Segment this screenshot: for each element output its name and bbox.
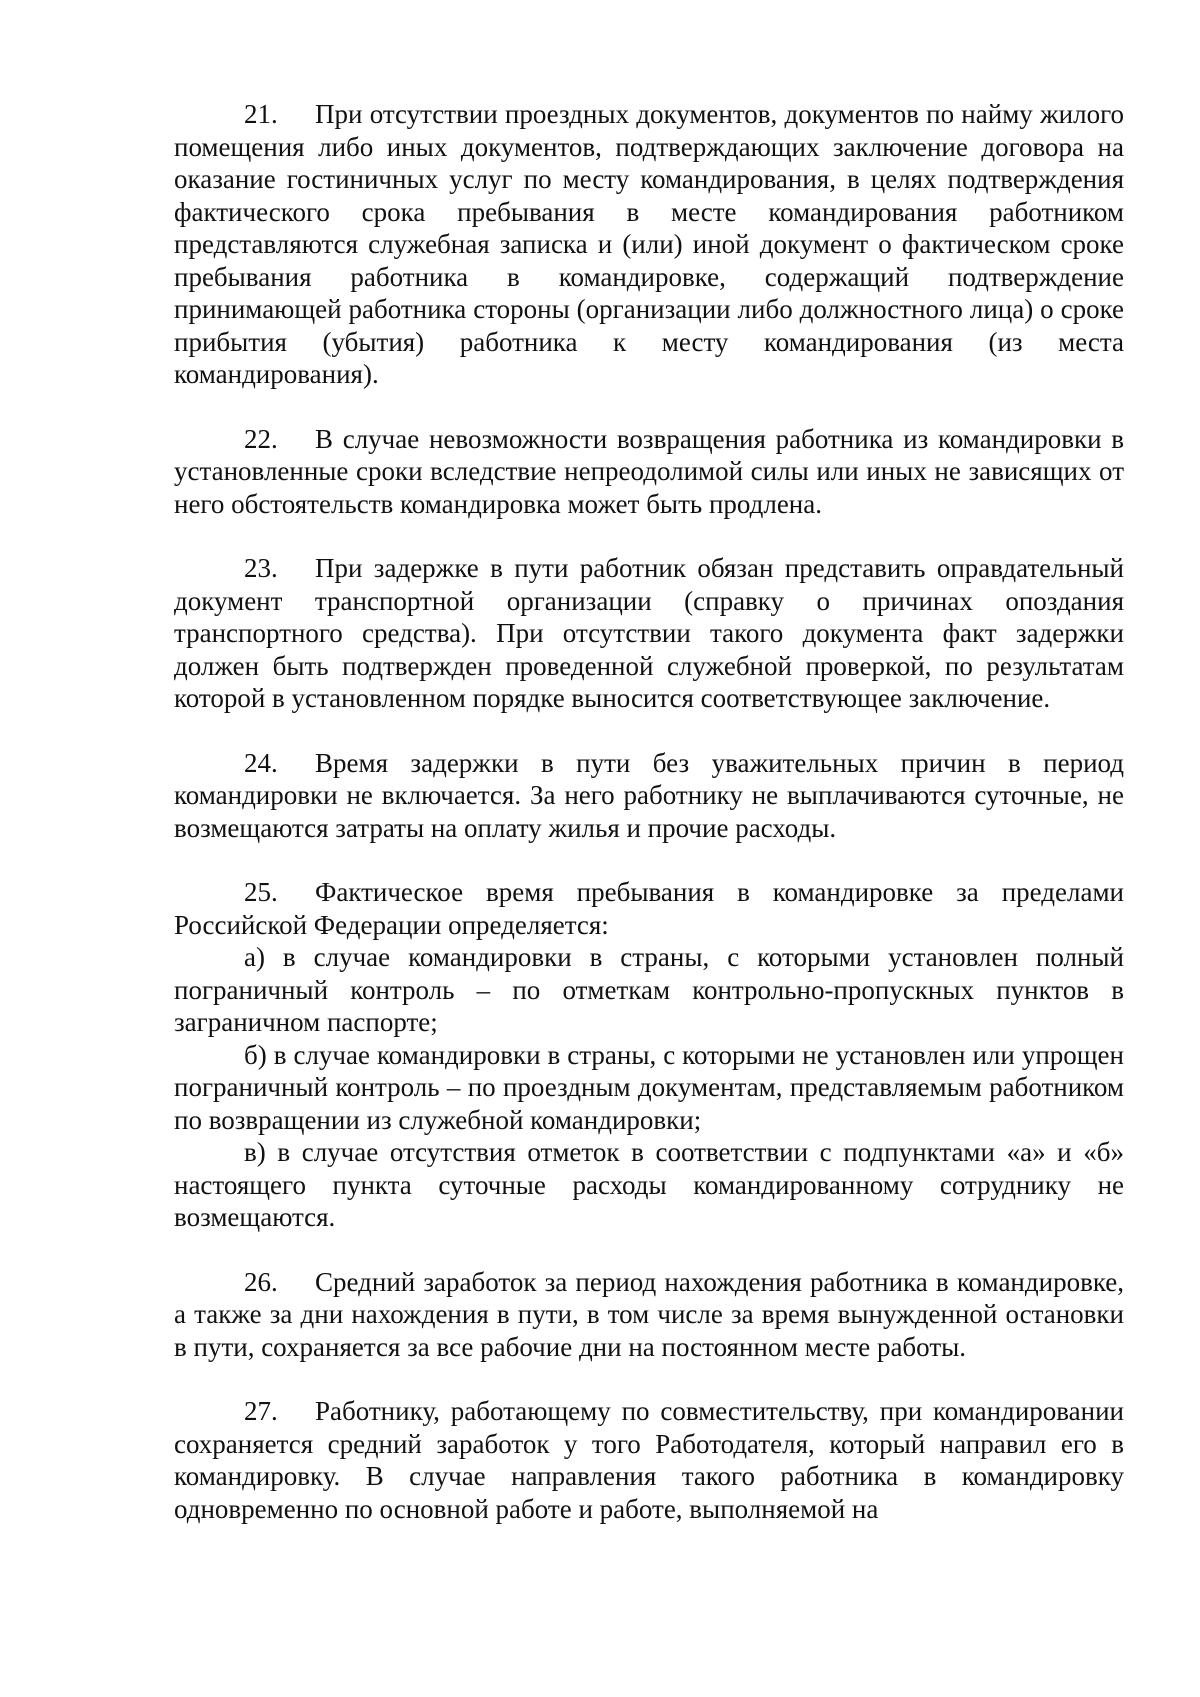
paragraph-number: 21.: [244, 99, 278, 129]
paragraph-number: 27.: [244, 1396, 278, 1426]
paragraph-number: 22.: [244, 423, 278, 454]
subitem-v: в) в случае отсутствия отметок в соответствии с подпунктами «а» и «б» настоящего пункта суточные расходы командированному сотруднику не возмещаются.: [174, 1137, 1124, 1232]
paragraph-21: [174, 98, 1124, 391]
paragraph-27: [174, 1395, 1124, 1525]
document-page: [174, 98, 1124, 1525]
paragraph-number: 26.: [244, 1266, 278, 1297]
paragraph-23: [174, 552, 1124, 715]
paragraph-26: [174, 1266, 1124, 1364]
paragraph-text: При задержке в пути работник обязан представить оправдательный документ транспортной организации (справку о причинах опоздания транспортного средства). При отсутствии такого документа факт задержки должен быть подтвержден проведенной служебной проверкой, по результатам которой в установленном порядке выносится соответствующее заключение.: [174, 553, 1124, 713]
paragraph-text: В случае невозможности возвращения работника из командировки в установленные сроки вследствие непреодолимой силы или иных не зависящих от него обстоятельств командировка может быть продлена.: [174, 423, 1124, 519]
paragraph-number: 24.: [244, 747, 278, 778]
paragraph-text: Время задержки в пути без уважительных причин в период командировки не включается. За него работнику не выплачиваются суточные, не возмещаются затраты на оплату жилья и прочие расходы.: [174, 747, 1124, 843]
paragraph-text: Средний заработок за период нахождения работника в командировке, а также за дни нахождения в пути, в том числе за время вынужденной остановки в пути, сохраняется за все рабочие дни на постоянном месте работы.: [174, 1266, 1124, 1362]
paragraph-text: Фактическое время пребывания в командировке за пределами Российской Федерации определяется:: [174, 877, 1124, 940]
paragraph-25: [174, 876, 1124, 941]
paragraph-24: [174, 747, 1124, 845]
paragraph-number: 23.: [244, 553, 278, 583]
subitem-a: а) в случае командировки в страны, с которыми установлен полный пограничный контроль – по отметкам контрольно-пропускных пунктов в заграничном паспорте;: [174, 942, 1124, 1037]
subitem-b: б) в случае командировки в страны, с которыми не установлен или упрощен пограничный контроль – по проездным документам, представляемым работником по возвращении из служебной командировки;: [174, 1039, 1124, 1135]
paragraph-22: [174, 423, 1124, 521]
paragraph-number: 25.: [244, 877, 278, 907]
paragraph-text: Работнику, работающему по совместительству, при командировании сохраняется средний заработок у того Работодателя, который направил его в командировку. В случае направления такого работника в командировку одновременно по основной работе и работе, выполняемой на: [174, 1396, 1124, 1524]
paragraph-text: При отсутствии проездных документов, документов по найму жилого помещения либо иных документов, подтверждающих заключение договора на оказание гостиничных услуг по месту командирования, в целях подтверждения фактического срока пребывания в месте командирования работником представляются служебная записка и (или) иной документ о фактическом сроке пребывания работника в командировке, содержащий подтверждение принимающей работника стороны (организации либо должностного лица) о сроке прибытия (убытия) работника к месту командирования (из места командирования).: [174, 99, 1124, 389]
